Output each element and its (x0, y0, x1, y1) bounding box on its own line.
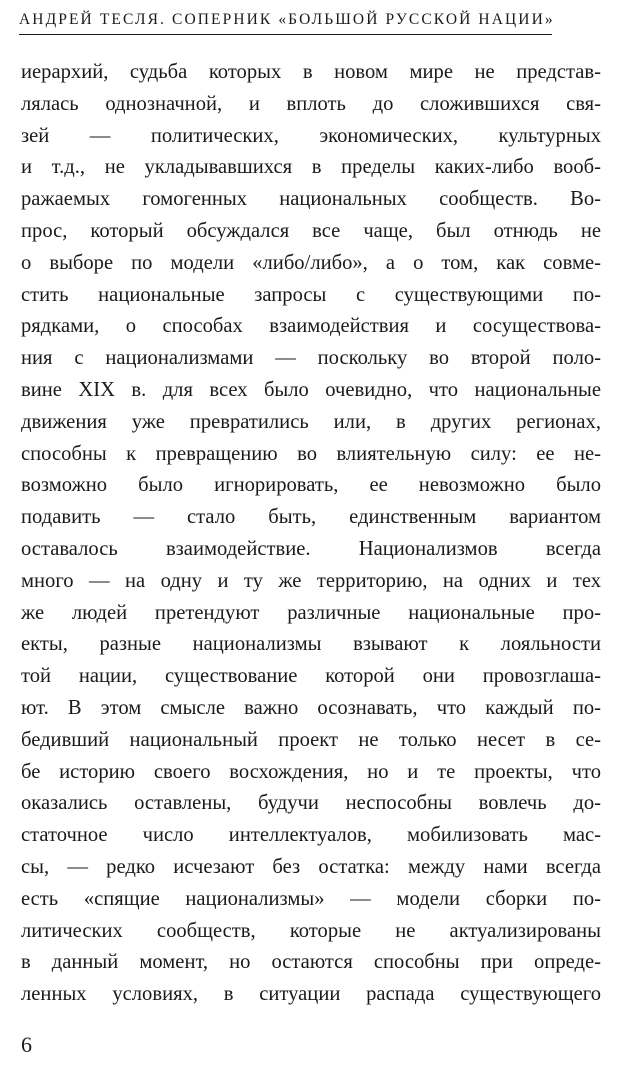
text-line: сы, — редко исчезают без остатка: между нами всегда (21, 855, 601, 878)
text-line: иерархий, судьба которых в новом мире не представ- (21, 61, 601, 83)
text-line: стить национальные запросы с существующими по- (21, 283, 601, 306)
text-line: лялась однозначной, и вплоть до сложившихся свя- (21, 92, 601, 115)
text-line: той нации, существование которой они провозглаша- (21, 665, 601, 688)
text-line: есть «спящие национализмы» — модели сборки по- (21, 887, 601, 910)
text-line: движения уже превратились или, в других регионах, (21, 410, 601, 433)
text-line: екты, разные национализмы взывают к лояльности (21, 633, 601, 656)
text-line: в данный момент, но остаются способны при опреде- (21, 951, 601, 974)
text-line: статочное число интеллектуалов, мобилизовать мас- (21, 824, 601, 847)
text-line: же людей претендуют различные национальные про- (21, 601, 601, 624)
text-line: ленных условиях, в ситуации распада существующего (21, 983, 601, 1006)
text-line: рядками, о способах взаимодействия и сосуществова- (21, 315, 601, 338)
text-line: о выборе по модели «либо/либо», а о том, как совме- (21, 251, 601, 274)
body-text (21, 57, 601, 1011)
text-line: бе историю своего восхождения, но и те проекты, что (21, 760, 601, 783)
text-line: литических сообществ, которые не актуализированы (21, 919, 601, 942)
text-line: возможно было игнорировать, ее невозможно было (21, 474, 601, 497)
text-line: вине XIX в. для всех было очевидно, что национальные (21, 378, 601, 401)
text-line: и т.д., не укладывавшихся в пределы каких-либо вооб- (21, 156, 601, 179)
text-line: бедивший национальный проект не только несет в се- (21, 728, 601, 751)
text-line: зей — политических, экономических, культурных (21, 124, 601, 147)
text-line: прос, который обсуждался все чаще, был отнюдь не (21, 219, 601, 242)
text-line: оставалось взаимодействие. Национализмов всегда (21, 537, 601, 560)
text-line: ют. В этом смысле важно осознавать, что каждый по- (21, 696, 601, 719)
text-line: подавить — стало быть, единственным вариантом (21, 506, 601, 529)
running-head-title: АНДРЕЙ ТЕСЛЯ. СОПЕРНИК «БОЛЬШОЙ РУССКОЙ НАЦИИ» (19, 11, 555, 28)
header-rule (19, 34, 552, 35)
page-number: 6 (21, 1032, 32, 1057)
text-line: ражаемых гомогенных национальных сообществ. Во- (21, 188, 601, 211)
text-line: способны к превращению во влиятельную силу: ее не- (21, 442, 601, 465)
text-line: ния с национализмами — поскольку во второй поло- (21, 347, 601, 370)
text-line: оказались оставлены, будучи неспособны вовлечь до- (21, 792, 601, 815)
text-line: много — на одну и ту же территорию, на одних и тех (21, 569, 601, 592)
